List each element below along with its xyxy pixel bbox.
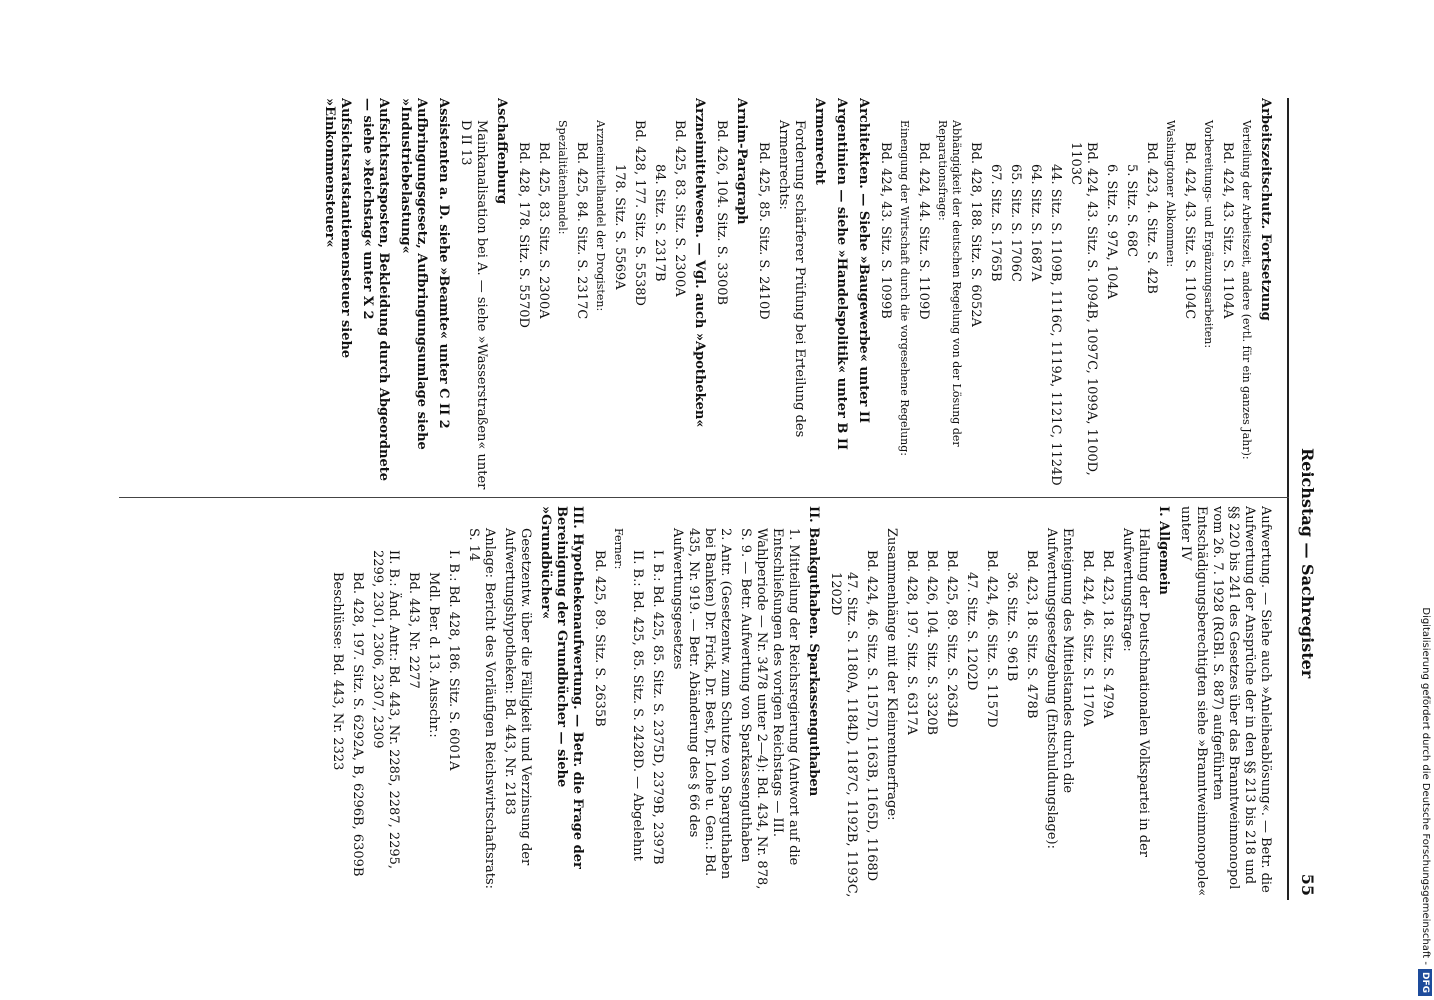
right-column-entry: III. Hypothekenaufwertung. — Betr. die Frage der Bereinigung der Grundbücher — siehe »Grundbücher« xyxy=(538,506,585,869)
left-column-entry: Verteilung der Arbeitszeit, andere (evtl. für ein ganzes Jahr): xyxy=(1240,120,1253,460)
left-column-entry: Aufsichtsratstantiemensteuer siehe »Einkommensteuer« xyxy=(322,98,353,359)
left-column-entry: Bd. 428, 178. Sitz. S. 5570D xyxy=(516,142,531,328)
left-column-entry: 178. Sitz. S. 5569A xyxy=(612,164,627,290)
left-column-entry: Vorbereitungs- und Ergänzungsarbeiten: xyxy=(1202,120,1215,349)
left-column-entry: Bd. 425, 84. Sitz. S. 2317C xyxy=(574,142,589,320)
left-column-entry: Bd. 424, 43. Sitz. S. 1094B, 1097C, 1099A, 1100D, 1103C xyxy=(1068,142,1099,476)
right-column xyxy=(113,506,1273,898)
right-column-entry: II. B.: Änd. Antr.: Bd. 443, Nr. 2285, 2287, 2295, 2299, 2301, 2306, 2307, 2309 xyxy=(370,550,401,870)
page-header xyxy=(1291,98,1317,900)
left-column-entry: 5. Sitz. S. 68C xyxy=(1124,164,1139,258)
right-column-entry: 2. Antr. (Gesetzentw. zum Schutze von Sparguthaben bei Banken) Dr. Frick, Dr. Best, Dr. Lohe u. Gen.: Bd. 435, Nr. 919. — Betr. Abänderung des § 66 des Aufwertungsgesetzes xyxy=(670,528,733,880)
left-column-entry: Einengung der Wirtschaft durch die vorgesehene Regelung: xyxy=(898,120,911,456)
left-column-entry: Armenrecht xyxy=(812,98,827,185)
left-column-entry: 6. Sitz. S. 97A, 104A xyxy=(1104,164,1119,300)
right-column-entry: I. B.: Bd. 425, 85. Sitz. S. 2375D, 2379B, 2397B xyxy=(650,550,665,865)
right-column-entry: Bd. 424, 46. Sitz. S. 1170A xyxy=(1080,550,1095,727)
left-column-entry: 44. Sitz. S. 1109B, 1116C, 1119A, 1121C, 1124D xyxy=(1048,164,1063,486)
left-column-entry: Bd. 423, 4. Sitz. S. 42B xyxy=(1144,142,1159,294)
left-column-entry: Bd. 424, 44. Sitz. S. 1109D xyxy=(916,142,931,320)
right-column-entry: Ferner: xyxy=(612,528,625,570)
header-rule xyxy=(1287,98,1289,900)
left-column-entry: Assistenten a. D. siehe »Beamte« unter C II 2 xyxy=(436,98,451,429)
right-column-entry: Bd. 423, 18. Sitz. S. 478B xyxy=(1024,550,1039,719)
right-column-entry: Bd. 443, Nr. 2277 xyxy=(406,572,421,689)
left-column-entry: Forderung schärferer Prüfung bei Erteilung des Armenrechts: xyxy=(776,120,807,438)
right-column-entry: Enteignung des Mittelstandes durch die Aufwertungsgesetzgebung (Entschuldungslage): xyxy=(1044,528,1075,850)
left-column-entry: Washingtoner Abkommen: xyxy=(1164,120,1177,268)
right-column-entry: Beschlüsse: Bd. 443, Nr. 2323 xyxy=(330,572,345,771)
right-column-entry: Bd. 425, 89. Sitz. S. 2635B xyxy=(592,550,607,727)
right-column-entry: I. Allgemein xyxy=(1156,506,1171,595)
left-column-entry: Mainkanalisation bei A. — siehe »Wasserstraßen« unter D II 13 xyxy=(458,120,489,490)
left-column-entry: Bd. 425, 85. Sitz. S. 2410D xyxy=(756,142,771,320)
left-column-entry: Arzneimittelwesen. — Vgl. auch »Apotheken« xyxy=(692,98,707,428)
left-column-entry: Aufbringungsgesetz, Aufbringungsumlage siehe »Industriebelastung« xyxy=(398,98,429,450)
right-column-entry: II. Bankguthaben. Sparkassenguthaben xyxy=(806,506,821,797)
left-column-entry: 65. Sitz. S. 1706C xyxy=(1008,164,1023,282)
left-column-entry: Bd. 424, 43. Sitz. S. 1104A xyxy=(1220,142,1235,319)
left-column-entry: Abhängigkeit der deutschen Regelung von der Lösung der Reparationsfrage: xyxy=(936,120,963,447)
dfg-logo: DFG xyxy=(1418,969,1432,996)
right-column-entry: Bd. 424, 46. Sitz. S. 1157D xyxy=(984,550,999,728)
left-column xyxy=(113,98,1273,490)
right-column-entry: I. B.: Bd. 428, 186. Sitz. S. 6001A xyxy=(446,550,461,771)
page-number: 55 xyxy=(1298,873,1317,896)
right-column-entry: Aufwertung. — Siehe auch »Anleiheablösung«. — Betr. die Aufwertung der Ansprüche der in den §§ 213 bis 218 und §§ 220 bis 241 des Gesetzes über das Branntweinmonopol vom 26. 7. 1928 (RGBl. S. 887) aufgeführten Entschädigungsberechtigten siehe »Branntweinmonopole« unter IV xyxy=(1178,506,1273,897)
left-column-entry: Bd. 428, 177. Sitz. S. 5538D xyxy=(632,120,647,306)
right-column-entry: 47. Sitz. S. 1202D xyxy=(964,572,979,691)
left-column-entry: Bd. 425, 83. Sitz. S. 2300A xyxy=(536,142,551,319)
right-column-entry: Zusammenhänge mit der Kleinrentnerfrage: xyxy=(884,528,899,821)
left-column-entry: 84. Sitz. S. 2317B xyxy=(652,164,667,282)
right-column-entry: 47. Sitz. S. 1180A, 1184D, 1187C, 1192B, 1193C, 1202D xyxy=(828,572,859,898)
right-column-entry: II. B.: Bd. 425, 85. Sitz. S. 2428D. — Abgelehnt xyxy=(630,550,645,861)
left-column-entry: 67. Sitz. S. 1765B xyxy=(988,164,1003,282)
left-column-entry: Bd. 424, 43. Sitz. S. 1099B xyxy=(878,142,893,319)
left-column-entry: Spezialitätenhandel: xyxy=(556,120,569,235)
rotated-page-content xyxy=(97,98,1317,900)
attribution-strip xyxy=(1416,6,1434,996)
column-divider xyxy=(119,497,1289,498)
left-column-entry: Bd. 428, 188. Sitz. S. 6052A xyxy=(968,142,983,327)
right-column-entry: Bd. 424, 46. Sitz. S. 1157D, 1163B, 1165D, 1168D xyxy=(864,550,879,882)
left-column-entry: Bd. 424, 43. Sitz. S. 1104C xyxy=(1182,142,1197,320)
left-column-entry: Arbeitszeitschutz. Fortsetzung xyxy=(1258,98,1273,321)
right-column-entry: Mdl. Ber. d. 13. Ausschr.: xyxy=(426,572,441,738)
left-column-entry: Arnim-Paragraph xyxy=(734,98,749,225)
running-title: Reichstag — Sachregister xyxy=(1298,448,1317,679)
right-column-entry: Bd. 428, 197. Sitz. S. 6317A xyxy=(904,550,919,735)
right-column-entry: Gesetzentw. über die Fälligkeit und Verzinsung der Aufwertungshypotheken: Bd. 443, Nr. 2183 xyxy=(502,528,533,866)
left-column-entry: 64. Sitz. S. 1687A xyxy=(1028,164,1043,282)
right-column-entry: Bd. 428, 197. Sitz. S. 6292A, B, 6296B, 6309B xyxy=(350,572,365,877)
left-column-entry: Bd. 425, 83. Sitz. S. 2300A xyxy=(672,120,687,297)
right-column-entry: Bd. 425, 89. Sitz. S. 2634D xyxy=(944,550,959,728)
left-column-entry: Bd. 426, 104. Sitz. S. 3300B xyxy=(714,120,729,306)
right-column-entry: 1. Mitteilung der Reichsregierung (Antwort auf die Entschließungen des vorigen Reichstags — III. Wahlperiode — Nr. 3478 unter 2—4): Bd. 434, Nr. 878, S. 9. — Betr. Aufwertung von Sparkassenguthaben xyxy=(738,528,801,890)
left-column-entry: Aufsichtsratsposten, Bekleidung durch Abgeordnete — siehe »Reichstag« unter X 2 xyxy=(360,98,391,481)
right-column-entry: Haltung der Deutschnationalen Volkspartei in der Aufwertungsfrage: xyxy=(1120,528,1151,857)
right-column-entry: Anlage: Bericht des Vorläufigen Reichswirtschaftsrats: S. 14 xyxy=(466,528,497,890)
left-column-entry: Arzneimittelhandel der Drogisten: xyxy=(594,120,607,312)
attribution-text: Digitalisierung gefördert durch die Deutsche Forschungsgemeinschaft - xyxy=(1420,607,1431,965)
left-column-entry: Argentinien — siehe »Handelspolitik« unter B II xyxy=(834,98,849,451)
left-column-entry: Aschaffenburg xyxy=(494,98,509,205)
right-column-entry: Bd. 426, 104. Sitz. S. 3320B xyxy=(924,550,939,736)
left-column-entry: Architekten. — Siehe »Baugewerbe« unter II xyxy=(856,98,871,424)
right-column-entry: Bd. 423, 18. Sitz. S. 479A xyxy=(1100,550,1115,719)
right-column-entry: 36. Sitz. S. 961B xyxy=(1004,572,1019,682)
